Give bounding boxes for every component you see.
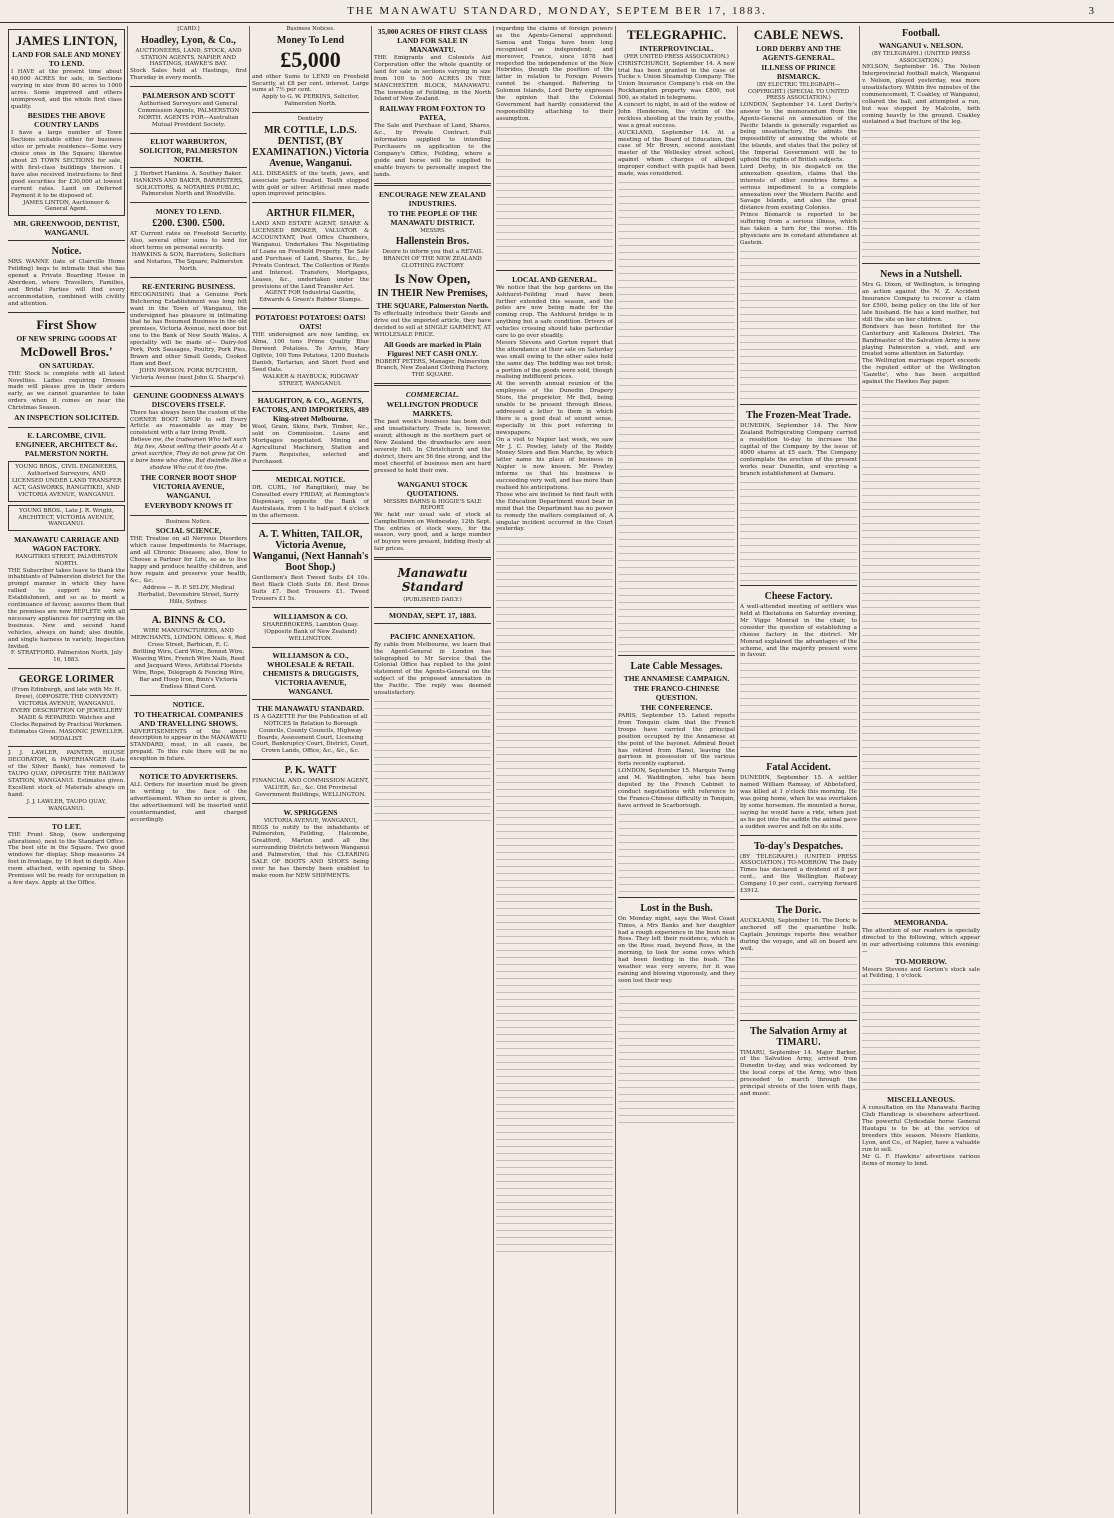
advertisers-notice [130, 771, 247, 823]
text-filler [496, 127, 613, 267]
chemists-ad: WILLIAMSON & CO., WHOLESALE & RETAIL CHEMISTS & DRUGGISTS, VICTORIA AVENUE, WANGANUI. [262, 650, 359, 696]
linton-title: JAMES LINTON, [15, 33, 118, 48]
divider [130, 515, 247, 516]
despatches-title: To-day's Despatches. [753, 840, 844, 852]
encourage-title: ENCOURAGE NEW ZEALAND INDUSTRIES. [379, 189, 486, 208]
peters-signature: ROBERT PETERS, Manager, Palmerston Branch, New Zealand Clothing Factory, THE SQUARE. [375, 358, 490, 379]
stock-quotations [374, 479, 491, 554]
nutshell-text-2: Bondsors has been fortified for the Canterbury and Kaikoura District. The Bandmaster of the Salvation Army is now playing Palmerston a visit, and are treated some attention on Saturday. [862, 323, 980, 358]
column-8 [860, 26, 982, 1514]
doric-title: The Doric. [775, 905, 822, 916]
tomorrow-text: Messrs Stevens and Gorton's stock sale at Feilding, 1 o'clock. [862, 966, 980, 980]
divider [8, 240, 125, 241]
daily-title: Manawatu Standard [397, 566, 468, 595]
match-title: WANGANUI v. NELSON. [878, 41, 964, 50]
divider [8, 668, 125, 669]
medical-text: DR. CURL, (of Rangitikei), may be Consulted every FRIDAY, at Remington's Dispensary, opposite the Bank of Australasia, from 1 to half-past 4 o'clock in the afternoon. [252, 484, 369, 519]
reentering-title: RE-ENTERING BUSINESS. [142, 281, 235, 291]
column-7 [738, 26, 860, 1514]
theatrical-notice [130, 699, 247, 764]
lorimer-title: GEORGE LORIMER [18, 674, 115, 686]
despatches-text: (BY TELEGRAPH.) (UNITED PRESS ASSOCIATION.) TO-MORROW. The Daily Times has declared a dividend of 8 per cent., and the Wellington Railway Company 10 per cent., carrying forward £3912. [740, 853, 857, 895]
text-filler [862, 130, 980, 260]
divider [374, 557, 491, 560]
divider [740, 835, 857, 836]
salvation-title: The Salvation Army at TIMARU. [750, 1025, 847, 1048]
cable-text-2: LONDON, September 15. Marquis Tseng and M. Waddington, who has been deputed by the French Cabinet to conduct negotiations with reference to the Franco-Chinese difficulty in Tonquin, have arrived in Scarborough. [618, 768, 735, 809]
linton-text-2: I have a large number of Town Sections suitable either for business sites or private residence—Some very choice ones in the Square; likewise about 25 TOWN SECTIONS for sale, with first-class buildings thereon. I have also received instructions to find good securities for £30,000 at lowest current rates. Land on Deferred Payment it to be disposed of. [11, 130, 122, 199]
mcdowell-ad [8, 316, 125, 423]
local-text-4: On a visit to Napier last week, we saw Mr J. C. Powley, lately of the Reddy Money Store and Bon Marche, by which latter name his place of business in Napier is now known. Mr Powley informs us that his business is succeeding very well, and has more than realised his anticipations. [496, 436, 613, 491]
filmer-ad [252, 206, 369, 304]
potatoes-ad [252, 312, 369, 387]
divider [252, 308, 369, 309]
cheese-text: A well-attended meeting of settlers was held at Eketahuna on Saturday evening, Mr Viggo Monrad in the chair, to consider the question of establishing a cheese factory in the district. Mr Monrad explained the advantages of the scheme, and the majority present were in favour. [740, 604, 857, 659]
lorimer-text: (From Edinburgh, and late with Mr. H. Drew), (OPPOSITE THE CONVENT) VICTORIA AVENUE, WANGANUI. EVERY DESCRIPTION OF JEWELLERY MADE & REPAIRED. Watches and Clocks Repaired by Practical Workmen. Estimates Given. MASONIC JEWELLER. MEDALIST. [9, 687, 124, 742]
binns-list: Bottling Wire, Card Wire, Bonnet Wire, Weaving Wire, French Wire Nails, Reed and Jacquard Wires, Artificial Florists Wire, Rope, Telegraph & Fencing Wire, Bar and Hoop Iron, Binn's Victoria Endless Blind Cord. [132, 649, 245, 690]
divider [130, 609, 247, 610]
spriggens-address: VICTORIA AVENUE, WANGANUI, [263, 817, 358, 824]
medical-notice [252, 474, 369, 520]
social-text: THE Treatise on all Nervous Disorders which cause Impediments to Marriage, and all Chronic Diseases; also, How to Choose a Partner for Life, so as to live happy and produce healthy children, and how regain and preserve your health, &c., &c. [130, 536, 247, 584]
frozen-title: The Frozen-Meat Trade. [746, 409, 851, 421]
stock-title: WANGANUI STOCK QUOTATIONS. [397, 479, 468, 498]
potatoes-text: THE undersigned are now landing, ex Alma, 100 tons Prime Quality Blue Derwent Potatoes. To Arrive, Mary Ogilvie, 100 Tons Potatoes, 1200 Bushels Danish, Tartarian, and Short Feed and Seed Oats. [252, 332, 369, 373]
tailor-ad [252, 527, 369, 603]
carriage-title: MANAWATU CARRIAGE AND WAGON FACTORY. [14, 535, 119, 554]
spriggens-ad [252, 807, 369, 880]
lost-text: On Monday night, says the West Coast Times, a Mrs Banks and her daughter had a rough experience in the bush near Ross. They left their residence, which is on the Ross road, beyond Ross, in the morning, to look for some cows which had been feeding in the bush. The weather was very severe, for it was raining and blowing vigorously, and they soon lost their way. [618, 915, 735, 984]
stratford-signature: F. STRATFORD. Palmerston North, July 16, 1883. [10, 650, 123, 664]
industrial-agent: AGENT FOR Industrial Gazette, Edwards & Green's Rubber Stamps. [259, 290, 362, 304]
walker-signature: WALKER & HAYBUCK, RIDGWAY STREET, WANGANUI. [262, 373, 359, 387]
divider [740, 1020, 857, 1021]
local-general-section [496, 274, 613, 534]
football-title: Football. [901, 28, 941, 39]
telegraphic-text-2: A concert to night, in aid of the widow of John Henderson, the victim of the reckless shooting at the train by youths, was a great success. [618, 102, 735, 129]
divider [8, 746, 125, 747]
mcdowell-name: McDowell Bros.' [20, 343, 113, 359]
text-filler [740, 482, 857, 582]
editorial-masthead [374, 563, 491, 627]
acres-title: 35,000 ACRES OF FIRST CLASS LAND FOR SALE IN MANAWATU. [377, 27, 488, 54]
money-amounts: £200. £300. £500. [152, 218, 225, 230]
divider [130, 202, 247, 203]
divider [130, 277, 247, 278]
hallenstein-title: Hallenstein Bros. [395, 236, 470, 248]
column-1 [6, 26, 128, 1514]
issue-date: MONDAY, SEPT. 17, 1883. [388, 610, 477, 620]
nutshell-text-3: The Wellington marriage report exceeds the reputed editor of the Wellington 'Gazette', who has been acquitted against the Hawkes Bay paper. [862, 358, 980, 386]
palmerson-ad [130, 90, 247, 129]
lawler-ad [8, 750, 125, 812]
notice-heading: NOTICE. [172, 699, 205, 709]
cheese-title: Cheese Factory. [764, 591, 833, 603]
telegraphic-text-3: AUCKLAND, September 14. At a meeting of the Board of Education, the case of Mr Brown, second assistant master of the Wellesley street school, against whom charges of alleged improper conduct with pupils had been made, was considered. [618, 129, 735, 178]
divider [374, 607, 491, 608]
corner-signature: THE CORNER BOOT SHOP VICTORIA AVENUE, WANGANUI. [140, 472, 237, 500]
money-amount: £5,000 [280, 46, 341, 72]
cable-text-2: Lord Derby, in his despatch on the annexation question, claims that the interests of other countries forms a serious impediment to a complete annexation over the Western Pacific and Savage Islands, and also the great distance from existing Colonies. [740, 163, 857, 212]
text-filler [618, 814, 735, 894]
fatal-text: DUNEDIN, September 15. A settler named William Ramsay, of Abbotsford, was killed at 1 o'clock this morning. He was going home, when he was overtaken by some horsemen. He mounted a horse, saying he would have a ride, when just as he got into the saddle the animal gave a sudden swerve and fell on its side. [740, 775, 857, 830]
divider [252, 523, 369, 524]
local-text-5: Those who are inclined to find fault with the Education Department must bear in mind that the Department has no power to remedy the matters complained of. A singular incident occurred in the Court yesterday. [496, 491, 613, 533]
divider [252, 803, 369, 804]
divider [130, 167, 247, 168]
press-credit: (BY TELEGRAPH.) (UNITED PRESS ASSOCIATION.) [871, 51, 971, 64]
column-2 [128, 26, 250, 1514]
commercial-title: COMMERCIAL. [405, 390, 460, 400]
divider [252, 607, 369, 608]
corner-poem: Believe me, the tradesmen Who tell such big lies, About selling their goods At a great sacrifice, They do not grow fat On a bare bone who dine, But dwindle like a shadow Who cut it too fine. [130, 437, 247, 471]
cottle-text: ALL DISEASES of the teeth, jaws, and associate parts treated. Teeth stopped with gold or silver. Artificial ones made upon improved principles. [252, 170, 369, 198]
cable-text: PARIS, September 15. Latest reports from Tonquin claim that the French troops have carried the principal position occupied by the Annamese at the point of the bayonet. Admiral Bouet has retired from Hanoi, leaving the garrison in possession of the various forts recently captured. [618, 713, 735, 768]
doric-text: AUCKLAND, September 16. The Doric is anchored off the quarantine hulk. Captain Jennings reports fine weather during the voyage, and all on board are well. [740, 918, 857, 952]
divider [740, 585, 857, 586]
carriage-address: RANGITIKEI STREET, PALMERSTON NORTH. [15, 554, 118, 567]
produce-title: WELLINGTON PRODUCE MARKETS. [386, 400, 479, 419]
divider [130, 86, 247, 87]
press-credit: (PER UNITED PRESS ASSOCIATION.) [624, 54, 729, 60]
local-text-2: Messrs Stevens and Gorton report that the attendance at their sale on Saturday was small owing to the other sales held the same day. The bidding was not brisk, a portion of the goods were sold, though realising indifferent prices. [496, 339, 613, 381]
reentering-text: RECOGNISING that a Genuine Pork Butchering Establishment was long felt want in the Town of Wanganui, the undersigned has pleasure in intimating that he has Resumed Business in the old premises, Victoria Avenue, next door but one to the Bank of New South Wales. A speciality will be made of— Dairy-fed Pork, Pork Sausages, Poultry, Pork Pies, Brawn and other Small Goods, Cooked Ham and Beef. [130, 291, 247, 367]
commercial-section [374, 389, 491, 474]
linton-besides: BESIDES THE ABOVE COUNTRY LANDS [27, 111, 106, 130]
text-filler [862, 390, 980, 910]
text-filler [496, 537, 613, 1257]
masthead-title: THE MANAWATU STANDARD, MONDAY, SEPTEM BER 17, 1883. [347, 5, 767, 17]
local-title: LOCAL AND GENERAL. [512, 274, 597, 284]
page-number: 3 [1088, 5, 1096, 17]
column-6 [616, 26, 738, 1514]
williamson-title: WILLIAMSON & CO. [273, 612, 348, 622]
divider [496, 270, 613, 271]
text-filler [862, 984, 980, 1094]
divider [252, 391, 369, 392]
young-architect-ad: YOUNG BROS., Late J. R. Wright, ARCHITECT, VICTORIA AVENUE, WANGANUI. [8, 505, 125, 532]
memoranda-title: MEMORANDA. [894, 917, 948, 927]
palmerson-text: Authorised Surveyors and General Commission Agents, PALMERSTON NORTH. AGENTS FOR—Australian Mutual Provident Society. [137, 101, 240, 128]
pk-watt-ad [252, 763, 369, 799]
divider [374, 183, 491, 186]
divider [8, 427, 125, 428]
social-title: SOCIAL SCIENCE, [155, 526, 222, 536]
football-article [862, 26, 980, 126]
cottle-title: MR COTTLE, L.D.S. DENTIST, (BY EXAMINATION.) Victoria Avenue, Wanganui. [252, 124, 369, 169]
divider [8, 817, 125, 818]
late-cable-section [618, 659, 735, 810]
reentering-ad [130, 281, 247, 382]
divider [252, 699, 369, 700]
derby-title: LORD DERBY AND THE AGENTS-GENERAL. [756, 44, 841, 62]
column-3 [250, 26, 372, 1514]
binns-text: WIRE MANUFACTURERS, AND MERCHANTS, LONDON. Offices: 4, Red Cross Street, Barbican, E. C. [131, 628, 246, 649]
divider [374, 383, 491, 386]
haughton-text: Wool, Grain, Skins, Park, Timber, &c., sold on Commission. Loans and Mortgages negotiated. Mining and Agricultural Machinery, Station and Farm Requisites, selected and Purchased. [252, 424, 369, 465]
pawson-signature: JOHN PAWSON. PORK BUTCHER, Victoria Avenue (next John G. Sharpe's). [131, 367, 246, 381]
text-filler [618, 182, 735, 652]
advertisers-text: ALL Orders for insertion must be given in writing to the face of the advertisement. When no order is given, the advertisement will be inserted until countermanded, and charged accordingly. [130, 782, 247, 823]
pacific-article [374, 631, 491, 697]
messrs-label: MESSRS [420, 227, 445, 234]
divider [130, 386, 247, 387]
larcombe-ad: E. LARCOMBE, CIVIL ENGINEER, ARCHITECT &c. PALMERSTON NORTH. [15, 431, 118, 459]
cheese-article [740, 589, 857, 659]
railway-title: RAILWAY FROM FOXTON TO PATEA, [379, 104, 486, 123]
miscellaneous-title: MISCELLANEOUS. [887, 1095, 955, 1105]
theatrical-text: ADVERTISEMENTS of the above description to appear in the MANAWATU STANDARD, must, in all cases, be prepaid. To this rule there will be no exception in future. [130, 728, 247, 763]
advertisers-title: NOTICE TO ADVERTISERS. [139, 772, 238, 782]
doric-article [740, 903, 857, 953]
hawkins-signature: HAWKINS & SON, Barristers, Solicitors and Notaries, The Square, Palmerston North. [131, 252, 246, 272]
standard-title: THE MANAWATU STANDARD. [256, 703, 365, 713]
divider [862, 913, 980, 914]
williamson-ad [252, 611, 369, 643]
salvation-text: TIMARU, September 14. Major Barker, of the Salvation Army, arrived from Dunedin to-day, and was welcomed by the local corps of the Army, who then proceeded to march through the principal streets of the town with flags, and music. [740, 1049, 857, 1097]
divider [618, 897, 735, 898]
pacific-text: By cable from Melbourne, we learn that the Agent-General in London has telegraphed to Mr Service that the Colonial Office has replied to the joint statement of the Agents-General on the subject of the proposed annexation in the Pacific. The reply was deemed unsatisfactory. [374, 641, 491, 697]
linton-text: I HAVE at the present time about 40,000 ACRES for sale, in Sections varying in size from 80 acres to 1000 acres. Some improved and others unimproved, and the whole first class quality. [11, 69, 122, 110]
text-filler [374, 701, 491, 821]
perkins-signature: Apply to G. W. PERKINS, Solicitor, Palmerston North. [261, 94, 360, 108]
produce-text: The past week's business has been dull and unsatisfactory. Trade is, however, sound; although in the northern part of New Zealand the drawbacks are seen severely felt. In Christchurch and the district, there are 56 fine strong, and the most cheerful of business men are hard pressed to hold their own. [374, 419, 491, 474]
divider [8, 312, 125, 313]
columns [6, 26, 1108, 1514]
genuine-title: GENUINE GOODNESS ALWAYS DISCOVERS ITSELF. [133, 390, 244, 409]
eliot-ad: ELIOT WARBURTON, SOLICITOR, PALMERSTON NORTH. [139, 136, 238, 164]
filmer-title: ARTHUR FILMER, [266, 208, 355, 220]
divider [252, 202, 369, 203]
divider [130, 133, 247, 134]
hoadley-ad [130, 26, 247, 82]
divider [374, 623, 491, 624]
corner-text: There has always been the custom of the CORNER BOOT SHOP to sell Every Article as reasonable as may be consistent with a fair living Profit. [130, 409, 247, 437]
pk-title: P. K. WATT [284, 765, 337, 777]
binns-ad [130, 613, 247, 690]
hankins-ad: J. Herbert Hankins. A. Southey Baker. HANKINS AND BAKER, BARRISTERS, SOLICITORS, & NOTARIES PUBLIC, Palmerston North and Woodville. [133, 170, 244, 198]
divider [740, 899, 857, 900]
divider [252, 470, 369, 471]
linton-ad [8, 29, 125, 216]
franco-title: THE FRANCO-CHINESE QUESTION. [633, 684, 720, 702]
annamese-title: THE ANNAMESE CAMPAIGN. [623, 674, 730, 683]
stock-subtitle: MESSRS BARNS & HIGGIE'S SALE REPORT. [383, 498, 482, 512]
railway-text: The Sale and Purchase of Land, Shares, &c., by Private Contract. Full information supplied to intending Purchasers on application to the Company's Office, Feilding, where a guide and horse will be supplied to enable buyers to personally inspect the lands. [374, 123, 491, 178]
new-premises: IN THEIR New Premises, [377, 287, 488, 299]
pacific-title: PACIFIC ANNEXATION. [390, 631, 475, 641]
corner-boot-ad [130, 390, 247, 511]
interprovincial-title: INTERPROVINCIAL. [639, 44, 714, 53]
fatal-title: Fatal Accident. [766, 762, 831, 774]
text-filler [618, 989, 735, 1129]
divider [862, 263, 980, 264]
notice-text: MRS WANNE (late of Clairville Home Feilding) begs to intimate that she has opened a Private Boarding House in Aberdeen, where Travellers, Families, and Bridal Parties will find every accommodation, combined with civility and attention. [8, 259, 125, 307]
cable-text-3: Prince Bismarck is reported to be suffering from a serious illness, which has taken a turn for the worse. His physicians are in constant attendance at Gastein. [740, 212, 857, 246]
money-title: MONEY TO LEND. [155, 207, 222, 217]
hallenstein-text: Desire to inform you that a RETAIL BRANCH OF THE NEW ZEALAND CLOTHING FACTORY [382, 249, 483, 269]
acres-text: THE Emigrants and Colonists Aid Corporation offer the whole quantity of land for sale in sections varying in size from 100 to 500 ACRES IN THE MANCHESTER BLOCK, MANAWATU. The township of Feilding, in the North Island of New Zealand. [374, 55, 491, 103]
seldy-signature: Address — R. P. SELDY, Medical Herbalist, Devonshire Street, Surry Hills, Sydney. [137, 584, 240, 605]
frozen-meat-article [740, 408, 857, 478]
acres-ad [374, 26, 491, 179]
notice-ad [8, 244, 125, 307]
haughton-title: HAUGHTON, & CO., AGENTS, FACTORS, AND IMPORTERS, 489 King-street Melbourne. [252, 396, 369, 424]
linton-signature: JAMES LINTON, Auctioneer & General Agent. [23, 199, 110, 213]
money-ad [130, 206, 247, 272]
business-notice: Business Notice. [165, 518, 212, 525]
to-let-title: TO LET. [52, 821, 81, 831]
masthead [0, 0, 1114, 23]
lost-bush-article [618, 901, 735, 985]
theatrical-title: TO THEATRICAL COMPANIES AND TRAVELLING SHOWS. [133, 709, 244, 728]
divider [252, 112, 369, 113]
to-let-text: THE Front Shop, (now undergoing alterations), next to the Standard Office. The best site in the Square. Two good windows for display. Shop measures 24 feet in frontage, by 16 feet in depth. Also room attached, with opening to Shop. Premises will be ready for occupation in a few days. Apply at the Office. [8, 831, 125, 886]
carriage-ad [8, 534, 125, 664]
local-text: We notice that the hop gardens on the Ashhurst-Feilding road have been further extended this season, and the poles are now being made for the coming crop. The Ashhurst bridge is in anything but a safe condition. Drivers of vehicles crossing should take particular care to go over steadily. [496, 284, 613, 340]
conference-title: THE CONFERENCE. [640, 703, 713, 712]
carriage-text: THE Subscriber takes leave to thank the inhabitants of Palmerston district for the prompt manner in which they have rallied to support his new Establishment, and so as to merit a continuance of favour, assures them that the premises are now REPLETE with all necessary appliances for carrying on the business. New and second hand vehicles, always on hand; also double, and single harness in variety. Inspection Invited. [8, 567, 125, 650]
text-filler [740, 251, 857, 401]
haughton-ad [252, 395, 369, 465]
salvation-article [740, 1024, 857, 1098]
nutshell-text: Mrs G. Dixon, of Wellington, is bringing an action against the N. Z. Accident Insurance Company to recover a claim for £500, being policy on the life of her late husband. He has a kind mother, but still the site on her children. [862, 282, 980, 323]
money-lend-text: and other Sums to LEND on Freehold Security, at £8 per cent. interest. Large sums at 7½ per cent. [252, 73, 369, 94]
cable-news-title: CABLE NEWS. [753, 27, 844, 42]
binns-title: A. BINNS & CO. [151, 615, 226, 627]
divider [740, 404, 857, 405]
social-science-ad [130, 519, 247, 606]
potatoes-title: POTATOES! POTATOES! OATS! OATS! [255, 313, 366, 332]
to-let-ad [8, 821, 125, 887]
cable-text-1: LONDON, September 14. Lord Derby's answer to the memorandum from the Agents-General on annexation of the Pacific Islands is generally regarded as being unsatisfactory. He admits the impossibility of annexing the whole of the islands, and states that the policy of the Imperial Government will be to uphold the rights of British subjects. [740, 101, 857, 164]
hoadley-text: Stock Sales held at Hastings, first Thursday in every month. [130, 68, 247, 82]
medical-title: MEDICAL NOTICE. [275, 474, 346, 484]
column-5 [494, 26, 616, 1514]
on-saturday: ON SATURDAY. [39, 360, 94, 370]
williamson-text: SHAREBROKERS, Lambton Quay. (Opposite Bank of New Zealand) WELLINGTON. [262, 622, 359, 642]
business-notices-label: Business Notices. [286, 26, 335, 32]
card-label: [CARD.] [177, 26, 200, 32]
pacific-continued: regarding the claims of foreign powers as the Agents-General apprehend. Samoa and Tonga have been long recognised as independent; and moreover, France, since 1878 had respected the independence of the New Hebrides, though the position of the latter in relation to Foreign Powers cannot be changed. Referring to Solomon Islands, Lord Derby expresses the opinion that the Colonial Government had hardly considered the responsibility attaching to their assumption. [496, 26, 613, 122]
despatches-article [740, 839, 857, 895]
greenwood-ad: MR. GREENWOOD, DENTIST, WANGANUI. [13, 219, 120, 238]
palmerson-title: PALMERSON AND SCOTT [142, 91, 235, 101]
divider [130, 767, 247, 768]
misc-text: A consultation on the Manawatu Racing Club Handicap is elsewhere advertised. The powerful Clydesdale horse General Hautapu is to be at the service of breeders this season. Messrs Hankins, Lyon, and Co., of Napier, have a valuable run to sell. [862, 1105, 980, 1153]
lawler-text: J. J. LAWLER, PAINTER, HOUSE DECORATOR, & PAPERHANGER (Late of the Silver Bank), has removed to TAUPO QUAY, OPPOSITE THE RAILWAY STATION, WANGANUI. Estimates given. Excellent stock of Materials always on hand. [8, 750, 125, 798]
nutshell-title: News in a Nutshell. [880, 269, 962, 281]
text-filler [740, 957, 857, 1017]
square-location: THE SQUARE, Palmerston North. [376, 300, 489, 310]
divider [252, 647, 369, 648]
money-text: AT Current rates on Freehold Security. Also, several other sums to lend for short terms on personal security. [130, 231, 247, 252]
telegraphic-text-1: CHRISTCHURCH, September 14. A new trial has been granted in the case of Tucke v. Union Steamship Company. The Union Insurance Company's risk on the Rockhampton property was £800, not 500, as stated in telegrams. [618, 60, 735, 102]
first-show: First Show [36, 316, 97, 332]
everybody-knows: EVERYBODY KNOWS IT [144, 500, 233, 510]
miscellaneous-section [862, 1094, 980, 1167]
inspection: AN INSPECTION SOLICITED. [14, 413, 119, 423]
cable-news-section [740, 26, 857, 247]
late-cable-title: Late Cable Messages. [630, 661, 723, 672]
notice-title: Notice. [51, 246, 82, 258]
divider [740, 756, 857, 757]
spriggens-title: W. SPRIGGENS [283, 807, 338, 817]
premises-text: To effectually introduce their Goods and drive out the imported article, they have decided to sell at SINGLE GARMENT, AT WHOLESALE PRICE. [374, 310, 491, 338]
mcdowell-text: THE Stock is complete with all latest Novelties. Ladies requiring Dresses made will please give in their orders early, as we cannot guarantee to take orders when it comes on near the Christmas Season. [8, 370, 125, 412]
daily-subtitle: (PUBLISHED DAILY.) [403, 597, 462, 604]
spriggens-text: BEGS to notify to the inhabitants of Palmerston, Feilding, Halcombe, Greatford, Marton and all the surrounding Districts between Wanganui and Palmerston, that his CLEARING SALE OF BOOTS AND SHOES being over he has thereby been enabled to make room for NEW SHIPMENTS. [252, 824, 369, 879]
standard-gazette-ad [252, 703, 369, 755]
football-text: NELSON, September 16. The Nelson Interprovincial football match, Wanganui v. Nelson, played yesterday, was more unsatisfactory. Within five minutes of the commencement, T. Coakley, of Wanganui, collared the ball, and attempted a run, but was stopped by Malcolm, both coming heavily to the ground. Coakley sustained a bad fracture of the leg. [862, 64, 980, 126]
divider [130, 695, 247, 696]
lost-title: Lost in the Bush. [640, 902, 713, 914]
hoadley-subtitle: AUCTIONEERS, LAND, STOCK, AND STATION AGENTS, NAPIER AND HASTINGS, HAWKE'S BAY. [135, 47, 242, 68]
spring-goods: OF NEW SPRING GOODS AT [16, 333, 117, 343]
column-4 [372, 26, 494, 1514]
lorimer-ad [8, 672, 125, 742]
young-bros-ad: YOUNG BROS., CIVIL ENGINEERS, Authorised Surveyors, AND LICENSED UNDER LAND TRANSFER ACT, GASWORKS, RANGITIKEI, AND VICTORIA AVENUE, WANGANUI. [8, 461, 125, 502]
tailor-text: Gentlemen's Best Tweed Suits £4 10s. Best Black Cloth Suits £6. Best Dress Suits £7. Best Trousers £1. Tweed Trousers £1 5s. [252, 575, 369, 603]
cash-only: All Goods are marked in Plain Figures! NET CASH ONLY. [383, 339, 482, 358]
pk-text: FINANCIAL AND COMMISSION AGENT, VALUER, &c., &c. Old Provincial Government Buildings, WELLINGTON. [252, 778, 369, 799]
standard-text: IS A GAZETTE For the Publication of all NOTICES In Relation to Borough Councils, County Councils, Highway Boards, Assessment Court, Licensing Court, Bankruptcy Court, District, Court, Crown Lands, Office, &c., &c., &c. [252, 713, 369, 755]
tailor-title: A. T. Whitten, TAILOR, Victoria Avenue, Wanganui, (Next Hannah's Boot Shop.) [252, 529, 369, 574]
fatal-accident-article [740, 760, 857, 830]
telegraphic-title: TELEGRAPHIC. [626, 27, 727, 42]
memoranda-section [862, 917, 980, 980]
hallenstein-ad [374, 189, 491, 380]
nutshell-section [862, 267, 980, 386]
memoranda-text: The attention of our readers is specially directed to the following, which appear in our advertising columns this evening:— [862, 927, 980, 955]
is-now-open: Is Now Open, [394, 270, 471, 286]
dentistry-label: Dentistry [297, 116, 324, 123]
local-text-3: At the seventh annual reunion of the employees of the Dunedin Drapery Store, the proprietor, Mr Bell, being unable to be present through illness, addressed a letter to them in which there is a good deal of sound sense, especially in this port referring to newspapers. [496, 381, 613, 436]
misc-text-2: Mr G. F. Hawkins' advertises various items of money to lend. [862, 1153, 980, 1167]
divider [618, 655, 735, 656]
divider [252, 759, 369, 760]
money-lend-title: Money To Lend [276, 34, 345, 46]
copyright-credit: (BY ELECTRIC TELEGRAPH—COPYRIGHT.) (SPECIAL TO UNITED PRESS ASSOCIATION.) [747, 82, 850, 102]
tomorrow-title: TO-MORROW. [895, 956, 947, 966]
bismarck-title: ILLNESS OF PRINCE BISMARCK. [761, 63, 836, 81]
hoadley-title: Hoadley, Lyon, & Co., [141, 34, 236, 46]
money-to-lend-ad [252, 26, 369, 108]
linton-subtitle: LAND FOR SALE AND MONEY TO LEND. [12, 50, 121, 68]
lawler-signature: J. J. LAWLER, TAUPO QUAY, WANGANUI. [26, 798, 107, 812]
text-filler [740, 663, 857, 753]
filmer-text: LAND AND ESTATE AGENT, SHARE & LICENSED BROKER, VALUATOR & ACCOUNTANT, Post Office Chambers, Wanganui. Undertakes The Negotiating of Loans on Freehold Property. The Sale and Purchase of Land, Shares, &c., by Private Contract. The Collection of Rents and Interest. Transfers, Mortgages, Leases, &c., undertaken under the provisions of the Land Transfer Act. [252, 221, 369, 290]
cottle-ad [252, 116, 369, 198]
telegraphic-section [618, 26, 735, 178]
people-title: TO THE PEOPLE OF THE MANAWATU DISTRICT. [387, 208, 478, 227]
stock-text: We held our usual sale of stock at Campbelltown on Wednesday, 12th Sept. The entries of stock were, for the season, very good, and a large number of buyers were present, bidding freely at fair prices. [374, 511, 491, 553]
frozen-text: DUNEDIN, September 14. The New Zealand Refrigerating Company carried a resolution to-day to increase the capital of the Company by the issue of 4000 shares at £5 each. The Company contemplate the erection of the present works near Dunedin, and erecting a branch establishment at Oamaru. [740, 422, 857, 478]
